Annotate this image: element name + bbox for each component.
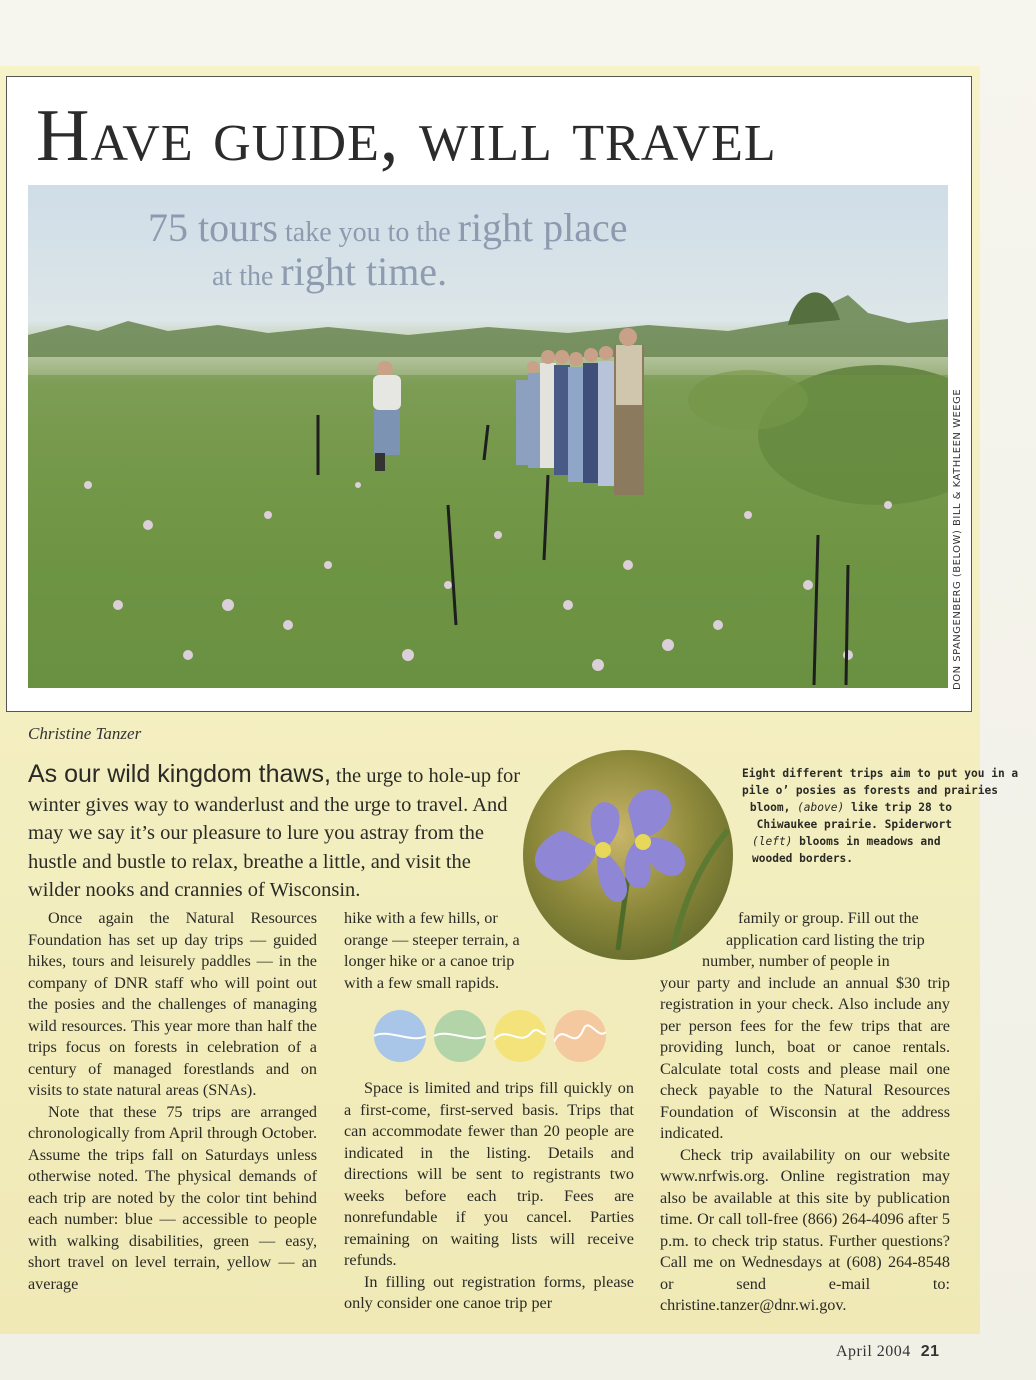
intro-paragraph (28, 760, 528, 905)
caption-line-5 (742, 833, 952, 850)
overlay-big-2: right place (457, 205, 628, 250)
caption-line-3 (742, 799, 952, 816)
caption-line-6: wooded borders. (752, 852, 854, 865)
wrapped-line: application card listing the trip (726, 930, 925, 949)
page-number: 21 (920, 1343, 940, 1360)
photo-overlay-line-2 (212, 250, 447, 299)
page-footer (836, 1343, 940, 1361)
overlay-small-1: take you to the (278, 217, 458, 248)
body-paragraph: Check trip availability on our website www.nrfwis.org. Online registration may also be available at this site by publication time. Or call toll-free (866) 264-4096 after 5 p.m. to check trip status. Further questions? Call me on Wednesdays at (608) 264-8548 or send e-mail to: christine.tanzer@dnr.wi.gov. (660, 1145, 950, 1314)
caption-line-1: Eight different trips aim to put you in a (742, 767, 1019, 780)
prairie-photo (28, 185, 948, 688)
orange-dot-icon (554, 1010, 606, 1062)
body-column-2-top (344, 908, 540, 994)
wrapped-line: number, number of people in (702, 952, 890, 970)
caption-above: (above) (797, 801, 845, 814)
green-dot-icon (434, 1010, 486, 1062)
difficulty-dots (374, 1010, 606, 1062)
body-paragraph: Once again the Natural Resources Foundation has set up day trips — guided hikes, tours and leisurely paddles — in the company of DNR staff who will point out the posies and the challenges of managing wild resources. This year more than half the trips focus on forests in celebration of a century of managed forestlands and on visits to state natural areas (SNAs). (28, 909, 317, 1099)
wrapped-line: family or group. Fill out the (738, 909, 919, 927)
overlay-big-1: 75 tours (148, 205, 278, 250)
prairie-illustration (28, 185, 948, 688)
intro-text: the urge to hole-up for winter gives way to wanderlust and the urge to travel. And may we say it’s our pleasure to lure you astray from the hustle and bustle to relax, breathe a little, and visit the wilder nooks and crannies of Wisconsin. (28, 765, 521, 901)
overlay-big-3: right time. (280, 249, 448, 294)
intro-lead-in: As our wild kingdom thaws, (28, 760, 331, 788)
hiker-figure (373, 361, 401, 471)
yellow-dot-icon (494, 1010, 546, 1062)
caption-left: (left) (752, 835, 793, 848)
headline: Have guide, will travel (36, 95, 777, 177)
overlay-small-2: at the (212, 261, 281, 292)
body-paragraph: your party and include an annual $30 trip registration in your check. Also include any per person fees for the few trips that are providing lunch, boat or canoe rentals. Calculate total costs and please mail one check payable to the Natural Resources Foundation of Wisconsin at the address indicated. (660, 973, 950, 1142)
body-column-3 (660, 908, 950, 1317)
photo-credit: DON SPANGENBERG (BELOW) BILL & KATHLEEN WEEGE (952, 388, 963, 690)
caption-line-3-a: bloom, (749, 801, 798, 814)
photo-caption (742, 765, 1019, 867)
caption-line-2: pile o’ posies as forests and prairies (742, 784, 998, 797)
body-paragraph: Note that these 75 trips are arranged chronologically from April through October. Assume the trips fall on Saturdays unless otherwise noted. The physical demands of each trip are noted by the color tint behind each number: blue — accessible to people with walking disabilities, green — easy, short travel on level terrain, yellow — an average (28, 1102, 317, 1293)
blue-dot-icon (374, 1010, 426, 1062)
body-paragraph: In filling out registration forms, please only consider one canoe trip per (344, 1272, 634, 1312)
byline: Christine Tanzer (28, 724, 142, 743)
body-column-1 (28, 908, 317, 1295)
issue-date: April 2004 (836, 1343, 911, 1360)
caption-line-4: Chiwaukee prairie. Spiderwort (756, 818, 952, 831)
body-paragraph: Space is limited and trips fill quickly on a first-come, first-served basis. Trips that can accommodate fewer than 20 people are indicated in the listing. Details and directions will be sent to registrants two weeks before each trip. Fees are nonrefundable if you cancel. Parties remaining on waiting lists will receive refunds. (344, 1079, 634, 1269)
caption-line-5-b: blooms in meadows and (792, 835, 941, 848)
caption-line-3-c: like trip 28 to (844, 801, 952, 814)
body-paragraph: hike with a few hills, or orange — steeper terrain, a longer hike or a canoe trip with a few small rapids. (344, 909, 520, 992)
body-column-2 (344, 1078, 634, 1315)
photo-overlay-line-1 (148, 206, 628, 255)
